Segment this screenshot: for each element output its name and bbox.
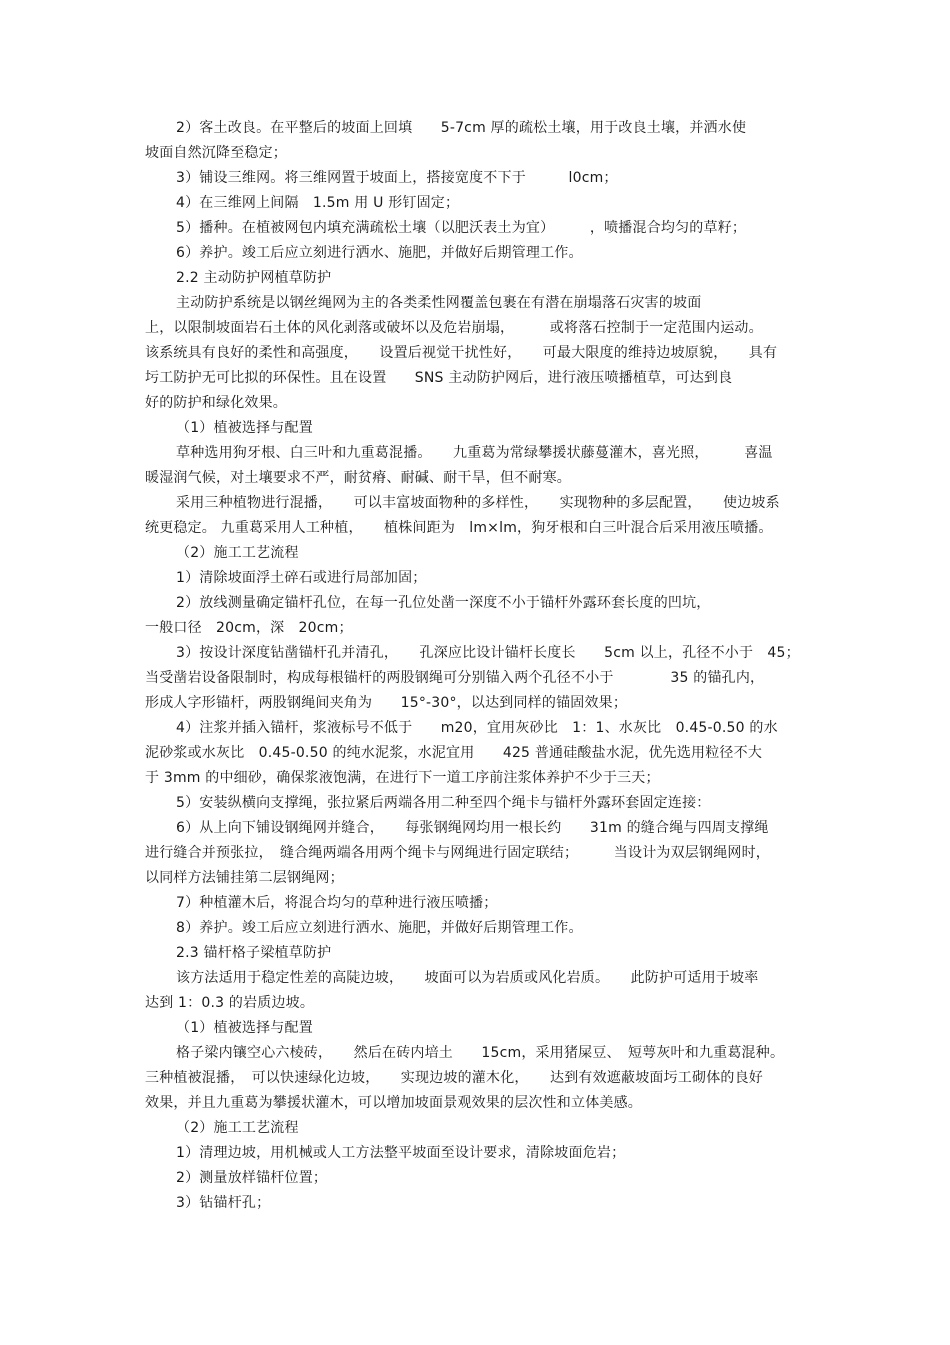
text-line: 上，以限制坡面岩石土体的风化剥落或破坏以及危岩崩塌， 或将落石控制于一定范围内运动。 bbox=[145, 320, 763, 336]
text-line: 格子梁内镶空心六棱砖， 然后在砖内培土 15cm，采用猪屎豆、 短萼灰叶和九重葛混种。 bbox=[176, 1045, 785, 1061]
text-line: 暖湿润气候，对土壤要求不严，耐贫瘠、耐碱、耐干旱，但不耐寒。 bbox=[145, 470, 571, 486]
text-line: 1）清除坡面浮土碎石或进行局部加固； bbox=[176, 570, 427, 586]
subsection-heading: （1）植被选择与配置 bbox=[176, 1020, 313, 1036]
text-line: 6）从上向下铺设钢绳网并缝合， 每张钢绳网均用一根长约 31m 的缝合绳与四周支撑绳 bbox=[176, 820, 769, 836]
text-line: 该系统具有良好的柔性和高强度， 设置后视觉干扰性好， 可最大限度的维持边坡原貌， 具有 bbox=[145, 345, 778, 361]
text-line: 圬工防护无可比拟的环保性。且在设置 SNS 主动防护网后，进行液压喷播植草，可达到良 bbox=[145, 370, 733, 386]
text-line: 5）安装纵横向支撑绳，张拉紧后两端各用二种至四个绳卡与锚杆外露环套固定连接： bbox=[176, 795, 711, 811]
section-heading: 2.3 锚杆格子梁植草防护 bbox=[176, 945, 332, 961]
text-line: 主动防护系统是以钢丝绳网为主的各类柔性网覆盖包裹在有潜在崩塌落石灾害的坡面 bbox=[176, 295, 702, 311]
text-line: 进行缝合并预张拉， 缝合绳两端各用两个绳卡与网绳进行固定联结； 当设计为双层钢绳网时， bbox=[145, 845, 770, 861]
text-line: 8）养护。竣工后应立刻进行洒水、施肥，并做好后期管理工作。 bbox=[176, 920, 583, 936]
subsection-heading: （1）植被选择与配置 bbox=[176, 420, 313, 436]
text-line: 1）清理边坡，用机械或人工方法整平坡面至设计要求，清除坡面危岩； bbox=[176, 1145, 626, 1161]
text-line: 于 3mm 的中细砂，确保浆液饱满，在进行下一道工序前注浆体养护不少于三天； bbox=[145, 770, 660, 786]
text-line: 坡面自然沉降至稳定； bbox=[145, 145, 287, 161]
text-line: 当受凿岩设备限制时，构成每根锚杆的两股钢绳可分别锚入两个孔径不小于 35 的锚孔内， bbox=[145, 670, 765, 686]
text-line: 4）注浆并插入锚杆，浆液标号不低于 m20，宜用灰砂比 1：1、水灰比 0.45-0.50 的水 bbox=[176, 720, 778, 736]
text-line: 形成人字形锚杆，两股钢绳间夹角为 15°-30°，以达到同样的锚固效果； bbox=[145, 695, 628, 711]
text-line: 草种选用狗牙根、白三叶和九重葛混播。 九重葛为常绿攀援状藤蔓灌木，喜光照， 喜温 bbox=[176, 445, 773, 461]
text-line: 好的防护和绿化效果。 bbox=[145, 395, 287, 411]
text-line: 3）钻锚杆孔； bbox=[176, 1195, 271, 1211]
text-line: 泥砂浆或水灰比 0.45-0.50 的纯水泥浆，水泥宜用 425 普通硅酸盐水泥，优先选用粒径不大 bbox=[145, 745, 763, 761]
section-heading: 2.2 主动防护网植草防护 bbox=[176, 270, 332, 286]
text-line: 效果，并且九重葛为攀援状灌木，可以增加坡面景观效果的层次性和立体美感。 bbox=[145, 1095, 642, 1111]
text-line: 6）养护。竣工后应立刻进行洒水、施肥，并做好后期管理工作。 bbox=[176, 245, 583, 261]
subsection-heading: （2）施工工艺流程 bbox=[176, 1120, 299, 1136]
text-line: 2）测量放样锚杆位置； bbox=[176, 1170, 328, 1186]
text-line: 3）按设计深度钻凿锚杆孔并清孔， 孔深应比设计锚杆长度长 5cm 以上，孔径不小于 45； bbox=[176, 645, 800, 661]
text-line: 一般口径 20cm，深 20cm； bbox=[145, 620, 353, 636]
text-line: 该方法适用于稳定性差的高陡边坡， 坡面可以为岩质或风化岩质。 此防护可适用于坡率 bbox=[176, 970, 759, 986]
text-line: 3）铺设三维网。将三维网置于坡面上，搭接宽度不下于 l0cm； bbox=[176, 170, 618, 186]
text-line: 7）种植灌木后，将混合均匀的草种进行液压喷播； bbox=[176, 895, 498, 911]
text-line: 4）在三维网上间隔 1.5m 用 U 形钉固定； bbox=[176, 195, 460, 211]
text-line: 达到 1：0.3 的岩质边坡。 bbox=[145, 995, 315, 1011]
subsection-heading: （2）施工工艺流程 bbox=[176, 545, 299, 561]
text-line: 采用三种植物进行混播， 可以丰富坡面物种的多样性， 实现物种的多层配置， 使边坡系 bbox=[176, 495, 780, 511]
text-line: 2）放线测量确定锚杆孔位，在每一孔位处凿一深度不小于锚杆外露环套长度的凹坑， bbox=[176, 595, 711, 611]
text-line: 5）播种。在植被网包内填充满疏松土壤（以肥沃表土为宜） ，喷播混合均匀的草籽； bbox=[176, 220, 747, 236]
text-line: 2）客土改良。在平整后的坡面上回填 5-7cm 厚的疏松土壤，用于改良土壤，并洒水使 bbox=[176, 120, 747, 136]
text-line: 以同样方法铺挂第二层钢绳网； bbox=[145, 870, 344, 886]
text-line: 统更稳定。 九重葛采用人工种植， 植株间距为 lm×lm，狗牙根和白三叶混合后采用液压喷播。 bbox=[145, 520, 773, 536]
text-line: 三种植被混播， 可以快速绿化边坡， 实现边坡的灌木化， 达到有效遮蔽坡面圬工砌体的良好 bbox=[145, 1070, 763, 1086]
